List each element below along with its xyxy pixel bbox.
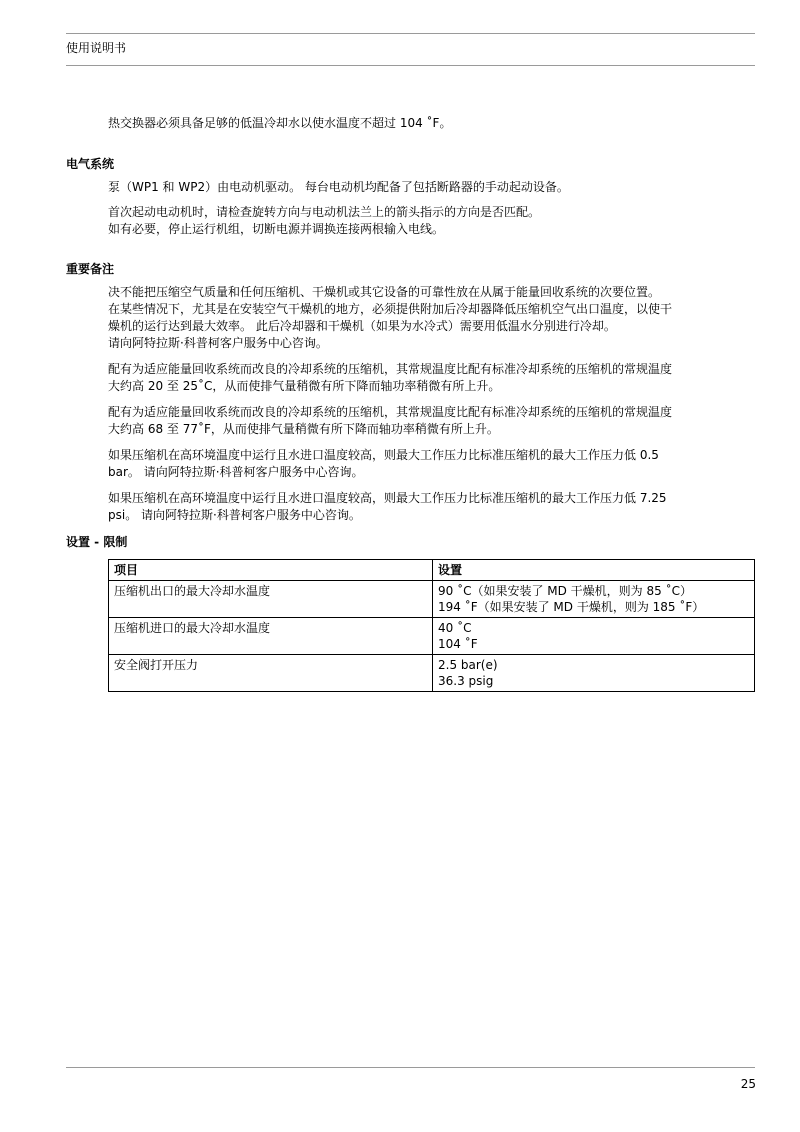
setting-value: 2.5 bar(e): [438, 658, 498, 672]
intro-paragraph: [108, 115, 758, 132]
setting-value: 36.3 psig: [438, 674, 494, 688]
electrical-paragraph-1: 泵（WP1 和 WP2）由电动机驱动。 每台电动机均配备了包括断路器的手动起动设备。: [108, 180, 569, 194]
table-cell-item: 压缩机出口的最大冷却水温度: [109, 581, 433, 618]
table-cell-item: 压缩机进口的最大冷却水温度: [109, 618, 433, 655]
header-bottom-rule: [66, 65, 755, 66]
notes-p1-line-2: 在某些情况下，尤其是在安装空气干燥机的地方，必须提供附加后冷却器降低压缩机空气出口温度，以使干: [108, 302, 673, 316]
setting-value: 104 ˚F: [438, 637, 478, 651]
notes-p5-line-1: 如果压缩机在高环境温度中运行且水进口温度较高，则最大工作压力比标准压缩机的最大工作压力低 7.25: [108, 491, 667, 505]
notes-p2-line-1: 配有为适应能量回收系统而改良的冷却系统的压缩机，其常规温度比配有标准冷却系统的压缩机的常规温度: [108, 362, 673, 376]
page-number: 25: [740, 1077, 756, 1091]
document-header-title: 使用说明书: [66, 41, 127, 55]
table-row: [109, 581, 755, 618]
setting-value: 40 ˚C: [438, 621, 472, 635]
setting-value: 194 ˚F（如果安装了 MD 干燥机，则为 185 ˚F）: [438, 600, 705, 614]
notes-p1-line-1: 决不能把压缩空气质量和任何压缩机、干燥机或其它设备的可靠性放在从属于能量回收系统的次要位置。: [108, 285, 661, 299]
notes-heading: 重要备注: [66, 262, 115, 276]
notes-p3-line-2: 大约高 68 至 77˚F，从而使排气量稍微有所下降而轴功率稍微有所上升。: [108, 422, 499, 436]
limits-heading: 设置 - 限制: [66, 535, 128, 549]
table-cell-item: 安全阀打开压力: [109, 655, 433, 692]
electrical-paragraph-2-line-2: 如有必要，停止运行机组，切断电源并调换连接两根输入电线。: [108, 222, 445, 236]
notes-section: [108, 284, 758, 524]
intro-text: 热交换器必须具备足够的低温冷却水以使水温度不超过 104 ˚F。: [108, 116, 452, 130]
table-header-setting: 设置: [433, 560, 755, 581]
table-cell-setting: [433, 618, 755, 655]
electrical-heading: 电气系统: [66, 157, 115, 171]
notes-p5-line-2: psi。 请向阿特拉斯·科普柯客户服务中心咨询。: [108, 508, 361, 522]
table-header-item: 项目: [109, 560, 433, 581]
limits-table: [108, 559, 755, 692]
notes-p1-line-4: 请向阿特拉斯·科普柯客户服务中心咨询。: [108, 336, 328, 350]
header-top-rule: [66, 33, 755, 34]
table-row: [109, 655, 755, 692]
notes-p4-line-2: bar。 请向阿特拉斯·科普柯客户服务中心咨询。: [108, 465, 364, 479]
electrical-paragraph-2-line-1: 首次起动电动机时，请检查旋转方向与电动机法兰上的箭头指示的方向是否匹配。: [108, 205, 541, 219]
notes-p2-line-2: 大约高 20 至 25˚C，从而使排气量稍微有所下降而轴功率稍微有所上升。: [108, 379, 501, 393]
footer-rule: [66, 1067, 755, 1068]
notes-p3-line-1: 配有为适应能量回收系统而改良的冷却系统的压缩机，其常规温度比配有标准冷却系统的压缩机的常规温度: [108, 405, 673, 419]
table-header-row: [109, 560, 755, 581]
table-cell-setting: [433, 655, 755, 692]
table-row: [109, 618, 755, 655]
notes-p1-line-3: 燥机的运行达到最大效率。 此后冷却器和干燥机（如果为水冷式）需要用低温水分别进行冷却。: [108, 319, 616, 333]
notes-p4-line-1: 如果压缩机在高环境温度中运行且水进口温度较高，则最大工作压力比标准压缩机的最大工作压力低 0.5: [108, 448, 659, 462]
electrical-section: [108, 179, 758, 238]
setting-value: 90 ˚C（如果安装了 MD 干燥机，则为 85 ˚C）: [438, 584, 692, 598]
table-cell-setting: [433, 581, 755, 618]
